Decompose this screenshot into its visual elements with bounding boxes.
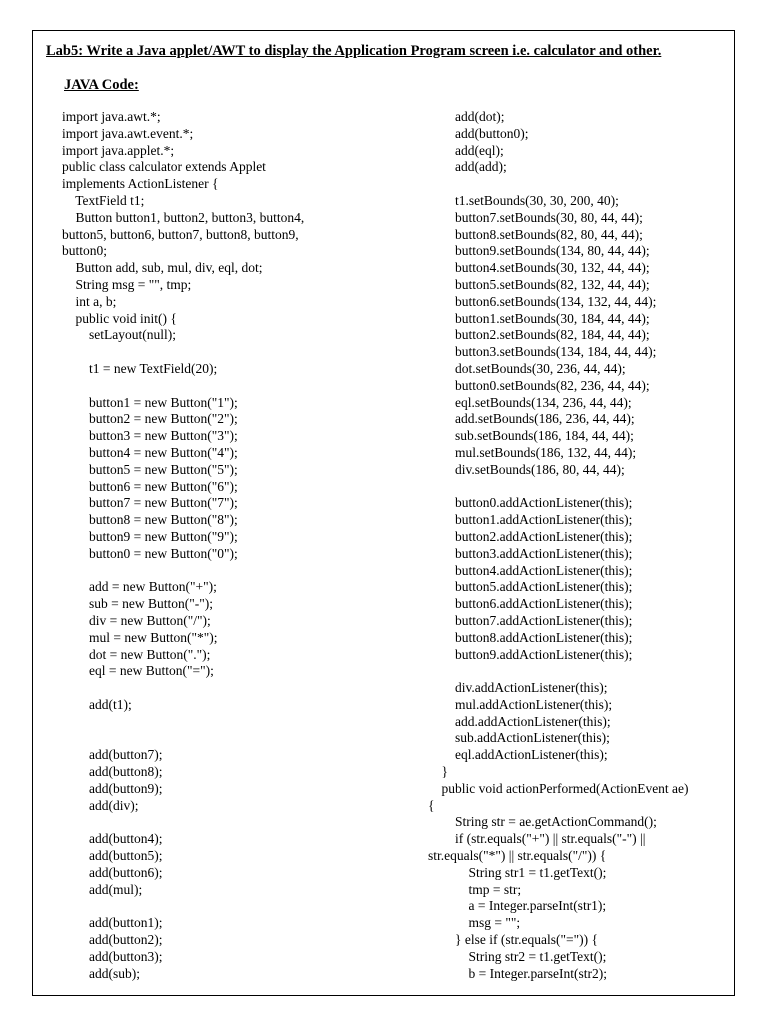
code-line: button5.addActionListener(this); [428,579,633,595]
code-line: String str = ae.getActionCommand(); [428,814,657,830]
code-line: sub.addActionListener(this); [428,730,610,746]
code-line: button8.setBounds(82, 80, 44, 44); [428,226,643,242]
code-line: button6.setBounds(134, 132, 44, 44); [428,293,657,309]
code-line: add(button1); [62,915,163,931]
document-title: Lab5: Write a Java applet/AWT to display the Application Program screen i.e. calculator and other. [46,43,662,59]
code-line: button2 = new Button("2"); [62,411,238,427]
code-line: add(eql); [428,142,504,158]
code-line [62,344,422,361]
code-line: button9.addActionListener(this); [428,646,633,662]
code-line: button7 = new Button("7"); [62,495,238,511]
code-line: button1.setBounds(30, 184, 44, 44); [428,310,650,326]
code-line: add(button9); [62,780,163,796]
code-line: add(button3); [62,948,163,964]
code-line: button7.addActionListener(this); [428,612,633,628]
code-line [62,680,422,697]
code-line [428,663,733,680]
code-line [62,563,422,580]
code-line: eql = new Button("="); [62,663,214,679]
code-line: String msg = "", tmp; [62,276,192,292]
code-line [62,714,422,731]
code-line [428,479,733,496]
code-line: implements ActionListener { [62,176,219,192]
code-line: button4 = new Button("4"); [62,444,238,460]
code-line: button5, button6, button7, button8, button9, [62,226,299,242]
code-line: button4.setBounds(30, 132, 44, 44); [428,260,650,276]
code-line: eql.setBounds(134, 236, 44, 44); [428,394,632,410]
code-line: button5.setBounds(82, 132, 44, 44); [428,276,650,292]
code-line: button4.addActionListener(this); [428,562,633,578]
code-line: t1 = new TextField(20); [62,360,218,376]
code-line: button9 = new Button("9"); [62,528,238,544]
code-line: add(add); [428,159,507,175]
code-line: button3 = new Button("3"); [62,428,238,444]
code-line: public class calculator extends Applet [62,159,266,175]
code-column-right [428,109,733,982]
code-line: add(div); [62,797,139,813]
code-line: import java.applet.*; [62,142,175,158]
code-line: a = Integer.parseInt(str1); [428,898,607,914]
code-line: add.addActionListener(this); [428,713,611,729]
code-line [62,814,422,831]
code-line: public void init() { [62,310,177,326]
code-line: button0 = new Button("0"); [62,545,238,561]
code-line: button7.setBounds(30, 80, 44, 44); [428,209,643,225]
code-line: Button button1, button2, button3, button4, [62,209,305,225]
code-line: button9.setBounds(134, 80, 44, 44); [428,243,650,259]
code-line: add(button8); [62,764,163,780]
code-line: Button add, sub, mul, div, eql, dot; [62,260,263,276]
code-line: import java.awt.*; [62,109,161,124]
code-line: add(button2); [62,932,163,948]
code-line: div = new Button("/"); [62,612,211,628]
code-line: button5 = new Button("5"); [62,461,238,477]
code-line: add(button6); [62,864,163,880]
code-line: button1 = new Button("1"); [62,394,238,410]
code-line: { [428,797,435,813]
code-line: button0; [62,243,108,259]
code-line: div.addActionListener(this); [428,680,608,696]
code-line: int a, b; [62,293,117,309]
code-line: sub = new Button("-"); [62,596,213,612]
code-line: mul.addActionListener(this); [428,696,613,712]
code-line: button2.setBounds(82, 184, 44, 44); [428,327,650,343]
code-line: str.equals("*") || str.equals("/")) { [428,848,607,864]
code-line: eql.addActionListener(this); [428,747,608,763]
code-line: b = Integer.parseInt(str2); [428,965,607,981]
code-line: dot.setBounds(30, 236, 44, 44); [428,360,626,376]
code-line [62,378,422,395]
code-line [62,898,422,915]
code-line: add(button5); [62,848,163,864]
code-line: setLayout(null); [62,327,176,343]
code-line: String str2 = t1.getText(); [428,948,607,964]
code-line: mul = new Button("*"); [62,629,218,645]
section-heading: JAVA Code: [64,77,139,93]
code-line: button1.addActionListener(this); [428,512,633,528]
code-line: add(t1); [62,696,132,712]
code-line: add(button0); [428,125,529,141]
code-line: add(mul); [62,881,143,897]
code-line [62,730,422,747]
code-line: button0.setBounds(82, 236, 44, 44); [428,377,650,393]
code-line: if (str.equals("+") || str.equals("-") || [428,831,646,847]
code-line: add(dot); [428,109,505,124]
code-line: } [428,764,448,780]
code-line: button3.addActionListener(this); [428,545,633,561]
code-line: button3.setBounds(134, 184, 44, 44); [428,344,657,360]
code-line [428,176,733,193]
code-line: String str1 = t1.getText(); [428,864,607,880]
code-line: add = new Button("+"); [62,579,217,595]
code-line: add(button4); [62,831,163,847]
code-line: button2.addActionListener(this); [428,528,633,544]
code-line: tmp = str; [428,881,522,897]
code-line: } else if (str.equals("=")) { [428,932,598,948]
code-line: public void actionPerformed(ActionEvent ae) [428,780,689,796]
code-line: msg = ""; [428,915,521,931]
code-line: TextField t1; [62,192,145,208]
code-line: add(button7); [62,747,163,763]
code-line: button8.addActionListener(this); [428,629,633,645]
code-line: add.setBounds(186, 236, 44, 44); [428,411,635,427]
code-line: button0.addActionListener(this); [428,495,633,511]
code-line: sub.setBounds(186, 184, 44, 44); [428,428,634,444]
code-line: import java.awt.event.*; [62,125,194,141]
code-line: button8 = new Button("8"); [62,512,238,528]
code-column-left [62,109,422,982]
code-line: mul.setBounds(186, 132, 44, 44); [428,444,637,460]
code-line: add(sub); [62,965,140,981]
code-line: button6 = new Button("6"); [62,478,238,494]
code-line: t1.setBounds(30, 30, 200, 40); [428,192,619,208]
code-line: button6.addActionListener(this); [428,596,633,612]
code-line: dot = new Button("."); [62,646,211,662]
code-line: div.setBounds(186, 80, 44, 44); [428,461,625,477]
